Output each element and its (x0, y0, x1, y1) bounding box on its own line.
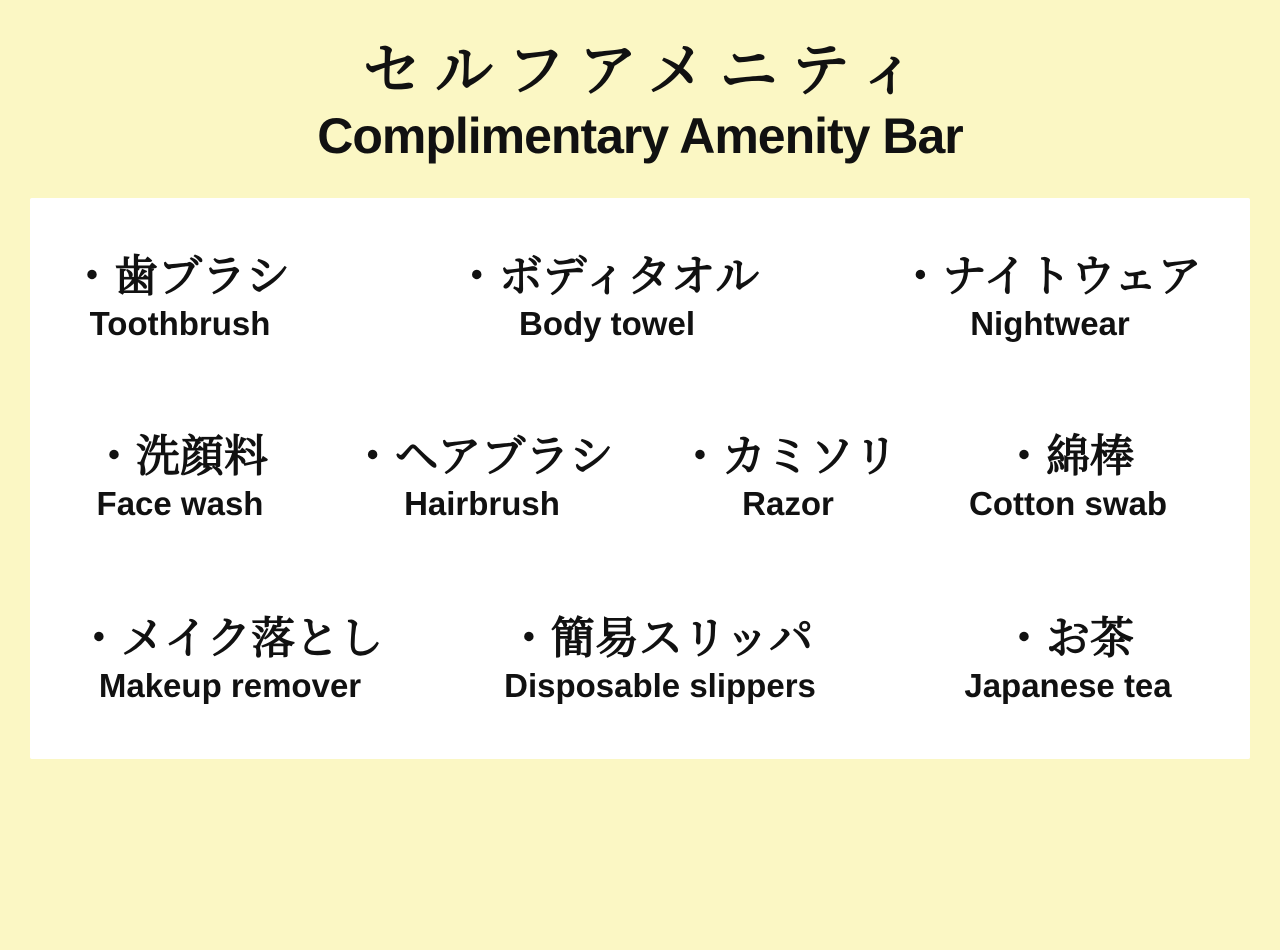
amenity-ja-label: ・ヘアブラシ (350, 432, 614, 481)
amenity-en-label: Razor (742, 485, 834, 522)
amenity-ja-label: ・ナイトウェア (898, 252, 1202, 301)
amenity-item-razor (678, 431, 898, 525)
amenity-item-nightwear (898, 251, 1201, 345)
amenity-en-label: Makeup remover (98, 667, 362, 704)
amenity-en-label: Cotton swab (969, 485, 1167, 522)
amenity-en-label: Japanese tea (964, 667, 1172, 704)
title-japanese: セルフアメニティ (363, 38, 931, 103)
amenity-item-toothbrush (70, 251, 290, 345)
amenity-panel (30, 198, 1250, 759)
amenity-item-cotton-swab (969, 431, 1167, 525)
amenity-ja-label: ・お茶 (1002, 614, 1134, 663)
amenity-en-label: Hairbrush (404, 485, 560, 522)
amenity-item-hairbrush (351, 431, 614, 525)
amenity-ja-label: ・カミソリ (678, 432, 898, 481)
amenity-ja-label: ・ボディタオル (454, 252, 760, 301)
sign-header (0, 36, 1280, 166)
amenity-en-label: Toothbrush (89, 305, 271, 342)
amenity-item-makeup-remover (77, 613, 383, 707)
amenity-en-label: Nightwear (970, 305, 1130, 342)
amenity-ja-label: ・洗顔料 (92, 432, 268, 481)
amenity-item-body-towel (455, 251, 759, 345)
amenity-item-japanese-tea (964, 613, 1171, 707)
amenity-ja-label: ・綿棒 (1001, 432, 1134, 481)
amenity-en-label: Body towel (518, 305, 696, 342)
title-english: Complimentary Amenity Bar (317, 108, 963, 164)
amenity-ja-label: ・簡易スリッパ (506, 614, 814, 663)
amenity-en-label: Face wash (96, 485, 264, 522)
amenity-item-disposable-slippers (504, 613, 816, 707)
amenity-ja-label: ・メイク落とし (76, 614, 384, 663)
amenity-en-label: Disposable slippers (504, 667, 816, 704)
amenity-ja-label: ・歯ブラシ (70, 252, 290, 301)
amenity-item-face-wash (92, 431, 268, 525)
